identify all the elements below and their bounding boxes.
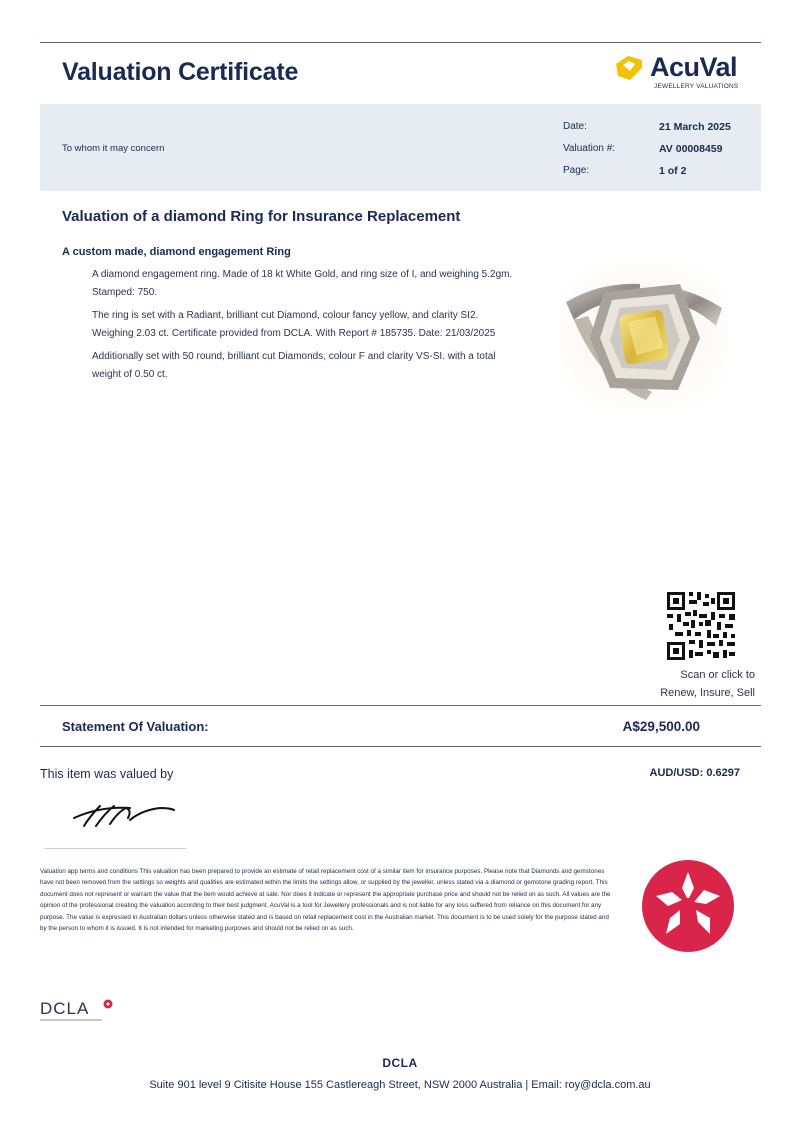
valued-by-label: This item was valued by — [40, 767, 174, 781]
ring-photo — [560, 262, 728, 410]
statement-label: Statement Of Valuation: — [62, 719, 209, 734]
item-description — [92, 266, 522, 389]
description-paragraph: A diamond engagement ring. Made of 18 kt White Gold, and ring size of I, and weighing 5.2gm. Stamped: 750. — [92, 269, 513, 298]
terms-and-conditions: Valuation app terms and conditions This valuation has been prepared to provide an estimate of retail replacement cost of a similar item for insurance purposes. Please note that Diamonds and gemstones have not been removed from the settings so weights and qualities are estimated within the limits the settings allow, or supplied by the jeweller, unless stated via a diamond or gemstone grading report. This document does not represent or warrant the value that the item would achieve at sale. Nor does it indicate or represent the appropriate purchase price and should not be relied on as such. All values are the opinion of the professional creating the valuation according to their best judgment. AcuVal is a tool for Jewellery professionals and is not liable for any loss suffered from reliance on this document for any purpose. The value is expressed in Australian dollars unless otherwise stated and is based on retail replacement cost in the Australian market. This document is to be used solely for the purpose stated and by the person to whom it is issued. It is not intended for marketing purposes and should not be relied on as such. — [40, 868, 611, 933]
date-value: 21 March 2025 — [659, 121, 731, 133]
page-label: Page: — [563, 165, 590, 176]
qr-code[interactable] — [665, 590, 737, 662]
footer-address: Suite 901 level 9 Citisite House 155 Castlereagh Street, NSW 2000 Australia | Email: roy@dcla.com.au — [149, 1079, 651, 1091]
top-rule — [40, 42, 761, 43]
exchange-rate: AUD/USD: 0.6297 — [649, 767, 740, 779]
dcla-logo — [40, 999, 120, 1023]
valuation-number-label: Valuation #: — [563, 143, 616, 154]
page-value: 1 of 2 — [659, 165, 687, 177]
signature — [70, 796, 180, 832]
statement-value: A$29,500.00 — [622, 719, 700, 734]
acuval-logo — [612, 52, 762, 94]
logo-subtitle: JEWELLERY VALUATIONS — [654, 83, 739, 90]
acuval-logo-icon — [612, 54, 646, 84]
valuation-number-value: AV 00008459 — [659, 143, 723, 155]
qr-caption-line: Scan or click to — [680, 669, 755, 681]
dcla-logo-underline — [40, 1019, 102, 1021]
divider — [40, 705, 761, 706]
item-subtitle: A custom made, diamond engagement Ring — [62, 246, 291, 258]
dcla-badge-icon — [640, 858, 736, 954]
description-paragraph: Additionally set with 50 round, brilliant cut Diamonds, colour F and clarity VS-SI. with a total weight of 0.50 ct. — [92, 351, 496, 380]
section-title: Valuation of a diamond Ring for Insurance Replacement — [62, 208, 461, 225]
dcla-logo-text: DCLA — [40, 999, 90, 1018]
footer-brand: DCLA — [382, 1056, 418, 1070]
signature-line — [44, 848, 186, 849]
dcla-mark-icon — [103, 999, 113, 1009]
qr-caption-line: Renew, Insure, Sell — [660, 687, 755, 699]
qr-caption — [600, 666, 755, 702]
date-label: Date: — [563, 121, 587, 132]
addressee: To whom it may concern — [62, 143, 165, 154]
description-paragraph: The ring is set with a Radiant, brilliant cut Diamond, colour fancy yellow, and clarity SI2. Weighing 2.03 ct. Certificate provided from DCLA. With Report # 185735. Date: 21/03/2025 — [92, 310, 496, 339]
divider — [40, 746, 761, 747]
logo-text: AcuVal — [650, 52, 738, 82]
page-title: Valuation Certificate — [62, 58, 299, 86]
